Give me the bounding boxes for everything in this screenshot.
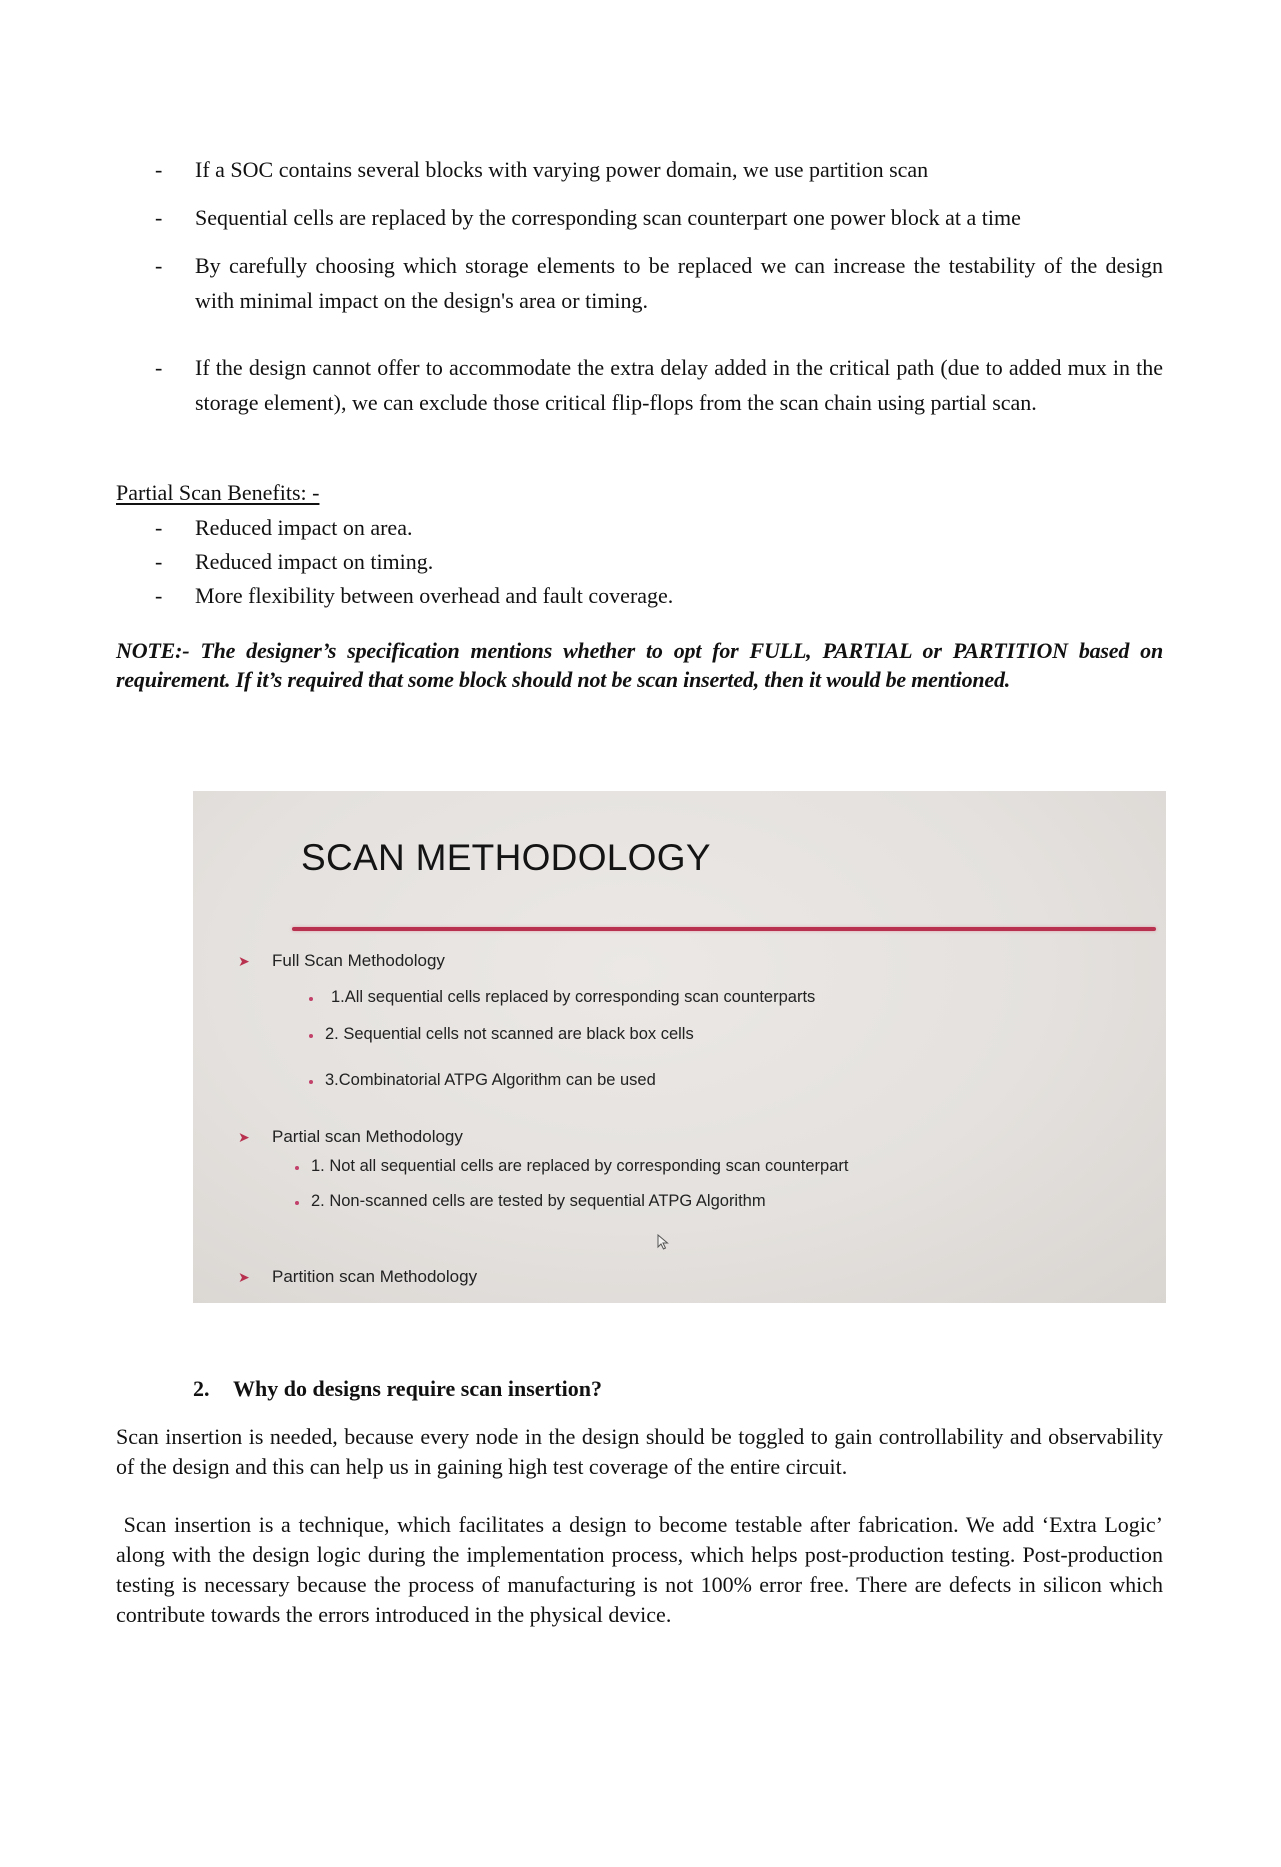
slide-section-label: Partial scan Methodology <box>272 1127 463 1146</box>
mouse-pointer-icon <box>657 1234 670 1250</box>
section-title: Why do designs require scan insertion? <box>233 1376 602 1401</box>
dash-marker: - <box>155 205 163 230</box>
benefit-text: Reduced impact on timing. <box>195 549 434 574</box>
benefit-text: More flexibility between overhead and fault coverage. <box>195 583 674 608</box>
slide-accent-rule <box>292 927 1156 931</box>
slide-title: SCAN METHODOLOGY <box>301 837 711 878</box>
slide-item-text: 1. Not all sequential cells are replaced by corresponding scan counterpart <box>311 1157 849 1175</box>
section-number: 2. <box>193 1376 210 1401</box>
slide-item-text: 1.All sequential cells replaced by corresponding scan counterparts <box>331 988 816 1006</box>
benefits-heading: Partial Scan Benefits: - <box>116 480 320 505</box>
dash-marker: - <box>155 515 163 540</box>
note-paragraph: NOTE:- The designer’s specification mentions whether to opt for FULL, PARTIAL or PARTITION based on requirement. If it’s required that some block should not be scan inserted, then it would be mentioned. <box>116 638 1163 692</box>
dash-marker: - <box>155 549 163 574</box>
dot-bullet-icon <box>309 1080 313 1084</box>
slide-image <box>193 791 1166 1303</box>
dot-bullet-icon <box>295 1201 299 1205</box>
slide-item-text: 3.Combinatorial ATPG Algorithm can be used <box>325 1071 656 1089</box>
bullet-text: If the design cannot offer to accommodate the extra delay added in the critical path (due to added mux in the storage element), we can exclude those critical flip-flops from the scan chain using partial scan. <box>195 355 1163 415</box>
paragraph: Scan insertion is needed, because every node in the design should be toggled to gain controllability and observability of the design and this can help us in gaining high test coverage of the entire circuit. <box>116 1424 1163 1479</box>
slide-item-text: 2. Non-scanned cells are tested by sequential ATPG Algorithm <box>311 1192 766 1210</box>
dot-bullet-icon <box>295 1166 299 1170</box>
paragraph: Scan insertion is a technique, which facilitates a design to become testable after fabrication. We add ‘Extra Logic’ along with the design logic during the implementation process, which helps post-production testing. Post-production testing is necessary because the process of manufacturing is not 100% error free. There are defects in silicon which contribute towards the errors introduced in the physical device. <box>116 1512 1169 1627</box>
arrow-bullet-icon: ➤ <box>238 1129 250 1145</box>
slide-section-label: Partition scan Methodology <box>272 1267 478 1286</box>
arrow-bullet-icon: ➤ <box>238 953 250 969</box>
dash-marker: - <box>155 583 163 608</box>
benefit-text: Reduced impact on area. <box>195 515 413 540</box>
bullet-text: Sequential cells are replaced by the corresponding scan counterpart one power block at a time <box>195 205 1021 230</box>
slide-section-label: Full Scan Methodology <box>272 951 445 970</box>
dot-bullet-icon <box>309 997 313 1001</box>
bullet-text: By carefully choosing which storage elements to be replaced we can increase the testability of the design with minimal impact on the design's area or timing. <box>195 253 1163 313</box>
dash-marker: - <box>155 253 163 278</box>
slide-item-text: 2. Sequential cells not scanned are black box cells <box>325 1025 694 1043</box>
dash-marker: - <box>155 157 163 182</box>
dot-bullet-icon <box>309 1034 313 1038</box>
dash-marker: - <box>155 355 163 380</box>
arrow-bullet-icon: ➤ <box>238 1269 250 1285</box>
bullet-text: If a SOC contains several blocks with varying power domain, we use partition scan <box>195 157 929 182</box>
